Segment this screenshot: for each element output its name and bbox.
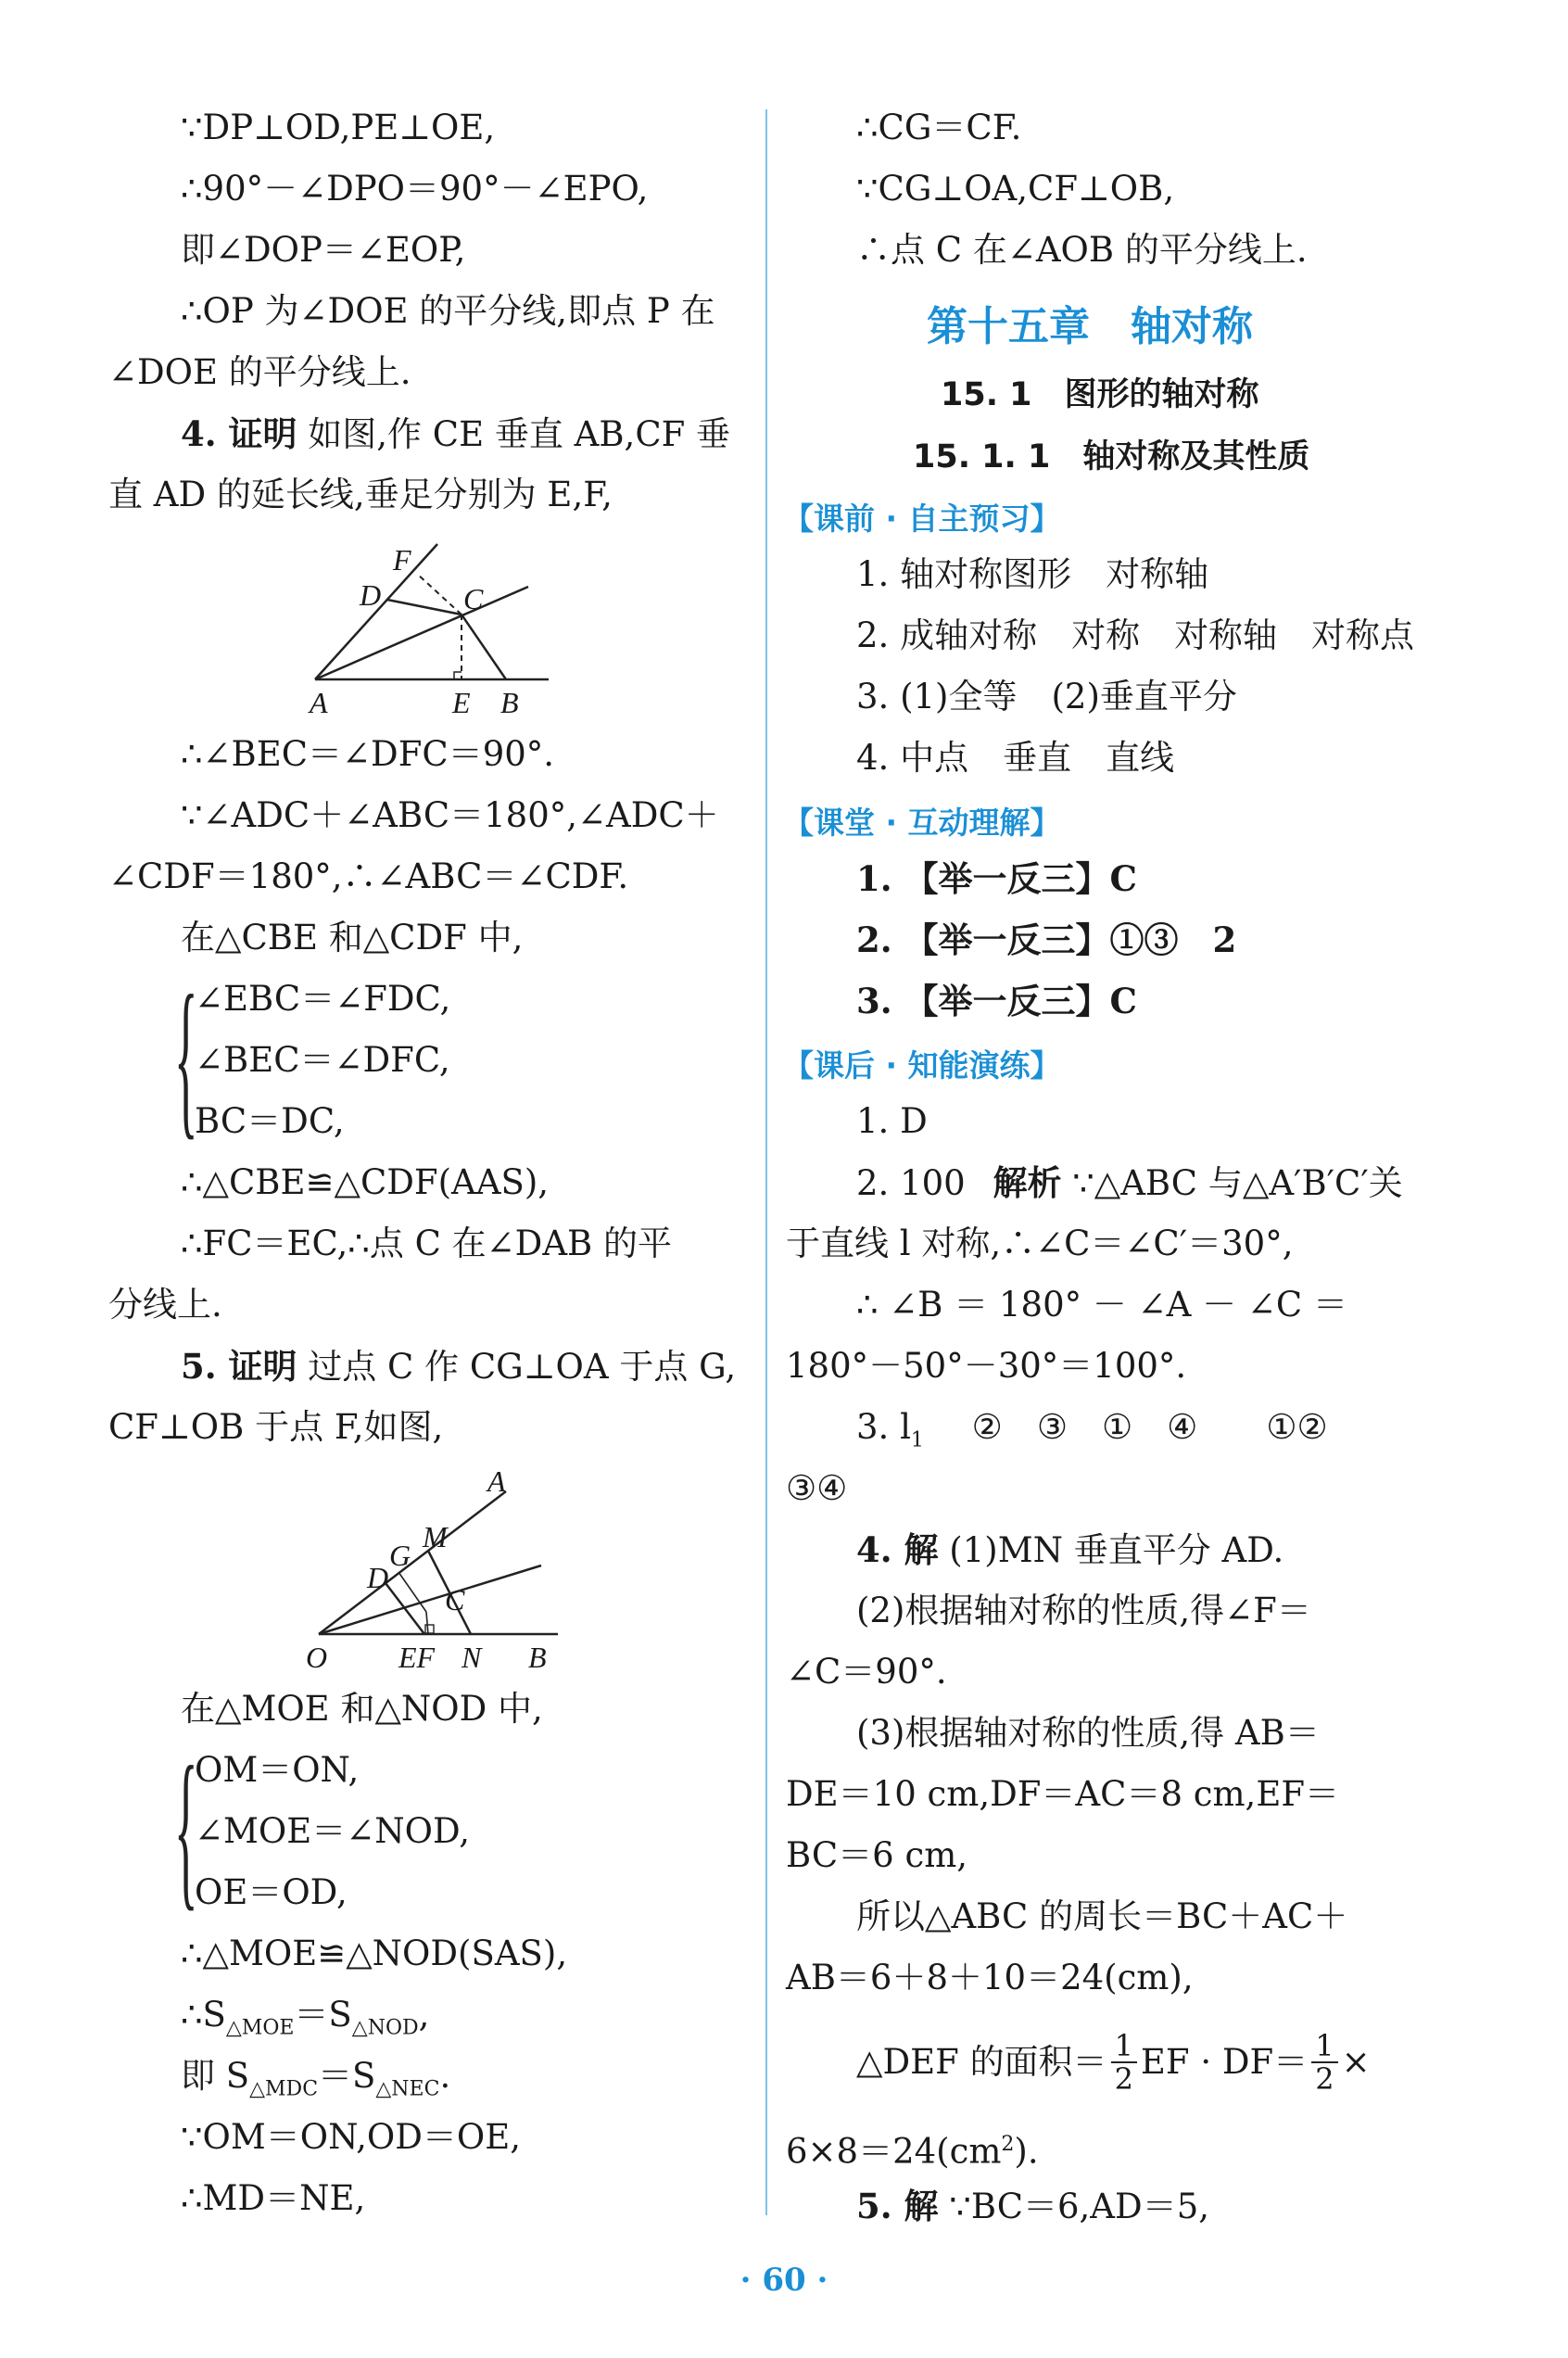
right-line-23: BC＝6 cm, — [786, 1835, 968, 1875]
left-line-21: OM＝ON, — [195, 1750, 360, 1790]
area-mid: EF · DF＝ — [1140, 2042, 1309, 2082]
fig2-label-g: G — [389, 1539, 411, 1572]
area-eq2-sub1: △MDC — [249, 2077, 319, 2101]
tag-after-class: 【课后 · 知能演练】 — [783, 1047, 1061, 1084]
answer-3-label: 3. l — [856, 1407, 911, 1447]
system-brace-2: { — [174, 1731, 198, 1926]
left-line-23: OE＝OD, — [195, 1872, 348, 1912]
left-line-17: 分线上. — [108, 1285, 222, 1325]
analysis-label: 解析 — [993, 1162, 1062, 1203]
area-eq-end: , — [418, 1995, 430, 2035]
right-line-18 — [856, 1528, 1283, 1573]
left-line-13: ∠BEC＝∠DFC, — [195, 1040, 450, 1080]
fig2-label-ef: EF — [398, 1641, 436, 1673]
left-line-25 — [181, 1993, 429, 2050]
right-line-28 — [856, 2184, 1209, 2229]
subsection-title: 15. 1. 1 轴对称及其性质 — [913, 438, 1310, 475]
tag-preview: 【课前 · 自主预习】 — [783, 501, 1061, 537]
right-line-17: ③④ — [786, 1468, 848, 1508]
area-eq-sub1: △MOE — [225, 2016, 295, 2040]
problem-4-text: 如图,作 CE 垂直 AB,CF 垂 — [308, 414, 731, 454]
area-times: × — [1341, 2042, 1371, 2082]
left-line-4: ∴OP 为∠DOE 的平分线,即点 P 在 — [181, 291, 715, 331]
area-label: △DEF 的面积＝ — [856, 2042, 1107, 2082]
left-line-24: ∴△MOE≌△NOD(SAS), — [181, 1933, 568, 1973]
problem-5-text: 过点 C 作 CG⊥OA 于点 G, — [308, 1347, 737, 1387]
left-line-2: ∴90°－∠DPO＝90°－∠EPO, — [181, 169, 649, 209]
left-line-9: ∵∠ADC＋∠ABC＝180°,∠ADC＋ — [181, 795, 719, 835]
right-line-3: ∴点 C 在∠AOB 的平分线上. — [856, 230, 1308, 270]
left-line-28: ∴MD＝NE, — [181, 2178, 366, 2218]
area-unit-sup: 2 — [1001, 2133, 1015, 2156]
section-title: 15. 1 图形的轴对称 — [941, 376, 1259, 413]
left-line-14: BC＝DC, — [195, 1101, 345, 1141]
problem-5-line-1 — [181, 1344, 736, 1389]
answer-4-label: 4. 解 — [856, 1529, 939, 1570]
fig1-label-e: E — [452, 686, 471, 718]
area-eq-s2: ＝S — [294, 1995, 352, 2035]
left-line-11: 在△CBE 和△CDF 中, — [181, 918, 524, 957]
area-eq2-sub2: △NEC — [375, 2077, 440, 2101]
fraction-half-2 — [1311, 2030, 1337, 2095]
fig1-label-a: A — [310, 686, 328, 718]
right-line-7: 4. 中点 垂直 直线 — [856, 738, 1175, 778]
left-line-19: CF⊥OB 于点 F,如图, — [108, 1407, 444, 1447]
tag-classroom: 【课堂 · 互动理解】 — [783, 805, 1061, 841]
left-line-27: ∵OM＝ON,OD＝OE, — [181, 2117, 521, 2157]
fig1-label-b: B — [500, 686, 519, 718]
problem-4-label: 4. 证明 — [181, 413, 297, 454]
fig2-label-c: C — [445, 1583, 465, 1616]
area-result: 6×8＝24(cm — [786, 2131, 1002, 2172]
fig2-label-o: O — [306, 1641, 328, 1673]
fraction-2-num: 1 — [1311, 2030, 1337, 2063]
area-result-end: ). — [1014, 2131, 1039, 2172]
area-eq2-s1: 即 S — [181, 2056, 250, 2096]
figure-2-angle-bisector — [297, 1469, 575, 1673]
area-eq2-s2: ＝S — [318, 2056, 376, 2096]
fig2-label-b: B — [528, 1641, 547, 1673]
problem-5-label: 5. 证明 — [181, 1346, 297, 1387]
answer-5-label: 5. 解 — [856, 2186, 939, 2226]
left-line-26 — [181, 2054, 450, 2111]
right-line-22: DE＝10 cm,DF＝AC＝8 cm,EF＝ — [786, 1774, 1340, 1814]
right-line-16 — [856, 1405, 1328, 1463]
left-line-10: ∠CDF＝180°,∴∠ABC＝∠CDF. — [108, 856, 629, 896]
right-line-14: ∴ ∠B ＝ 180° － ∠A － ∠C ＝ — [856, 1285, 1347, 1325]
left-line-7: 直 AD 的延长线,垂足分别为 E,F, — [108, 475, 613, 514]
page-number: · 60 · — [740, 2262, 828, 2299]
left-line-3: 即∠DOP＝∠EOP, — [181, 230, 466, 270]
fig2-label-d: D — [367, 1561, 389, 1594]
column-divider — [765, 109, 767, 2215]
right-line-20: ∠C＝90°. — [786, 1652, 947, 1692]
right-line-27 — [786, 2123, 1039, 2174]
right-line-4: 1. 轴对称图形 对称轴 — [856, 554, 1209, 594]
answer-2-value: 2. 100 — [856, 1163, 966, 1203]
right-line-15: 180°－50°－30°＝100°. — [786, 1346, 1187, 1386]
right-line-25: AB＝6＋8＋10＝24(cm), — [786, 1958, 1194, 1997]
fig2-label-a: A — [487, 1469, 506, 1498]
chapter-title: 第十五章 轴对称 — [927, 303, 1253, 350]
figure-1-quadrilateral — [297, 533, 575, 718]
left-line-1: ∵DP⊥OD,PE⊥OE, — [181, 108, 496, 147]
right-line-11: 1. D — [856, 1101, 928, 1141]
fig1-label-d: D — [360, 578, 382, 612]
system-brace-1: { — [174, 960, 198, 1155]
right-line-5: 2. 成轴对称 对称 对称轴 对称点 — [856, 615, 1415, 655]
fig2-label-n: N — [462, 1641, 482, 1673]
fig1-label-c: C — [463, 582, 484, 615]
right-line-21: (3)根据轴对称的性质,得 AB＝ — [856, 1713, 1320, 1753]
area-eq-sub2: △NOD — [351, 2016, 419, 2040]
left-line-5: ∠DOE 的平分线上. — [108, 352, 411, 392]
right-line-10: 3. 【举一反三】C — [856, 981, 1137, 1021]
right-line-24: 所以△ABC 的周长＝BC＋AC＋ — [856, 1896, 1348, 1936]
left-line-12: ∠EBC＝∠FDC, — [195, 979, 451, 1019]
fig1-label-f: F — [393, 543, 411, 577]
right-line-9: 2. 【举一反三】①③ 2 — [856, 919, 1237, 960]
right-line-1: ∴CG＝CF. — [856, 108, 1022, 147]
right-line-13: 于直线 l 对称,∴∠C＝∠C′＝30°, — [786, 1223, 1294, 1263]
fraction-1-num: 1 — [1111, 2030, 1137, 2063]
problem-4-line-1 — [181, 412, 730, 457]
answer-3-sub: 1 — [910, 1428, 924, 1452]
fraction-1-den: 2 — [1114, 2061, 1133, 2097]
left-line-20: 在△MOE 和△NOD 中, — [181, 1689, 543, 1729]
area-eq-s1: ∴S — [181, 1995, 226, 2035]
answer-2-text: ∵△ABC 与△A′B′C′关 — [1072, 1163, 1403, 1203]
answer-3-values: ② ③ ① ④ ①② — [971, 1407, 1328, 1447]
fraction-2-den: 2 — [1315, 2061, 1334, 2097]
right-line-6: 3. (1)全等 (2)垂直平分 — [856, 677, 1237, 716]
left-line-8: ∴∠BEC＝∠DFC＝90°. — [181, 734, 555, 774]
left-line-15: ∴△CBE≌△CDF(AAS), — [181, 1162, 550, 1202]
fraction-half-1 — [1111, 2030, 1137, 2095]
left-line-22: ∠MOE＝∠NOD, — [195, 1811, 471, 1851]
right-line-2: ∵CG⊥OA,CF⊥OB, — [856, 169, 1175, 209]
right-line-26 — [856, 2030, 1371, 2095]
right-line-12 — [856, 1160, 1403, 1206]
area-eq2-end: . — [439, 2056, 451, 2096]
fig2-label-m: M — [423, 1520, 448, 1553]
right-line-8: 1. 【举一反三】C — [856, 858, 1137, 899]
answer-5-text: ∵BC＝6,AD＝5, — [949, 2187, 1209, 2226]
right-line-19: (2)根据轴对称的性质,得∠F＝ — [856, 1591, 1311, 1630]
left-line-16: ∴FC＝EC,∴点 C 在∠DAB 的平 — [181, 1223, 672, 1263]
answer-4-text: (1)MN 垂直平分 AD. — [949, 1530, 1284, 1570]
